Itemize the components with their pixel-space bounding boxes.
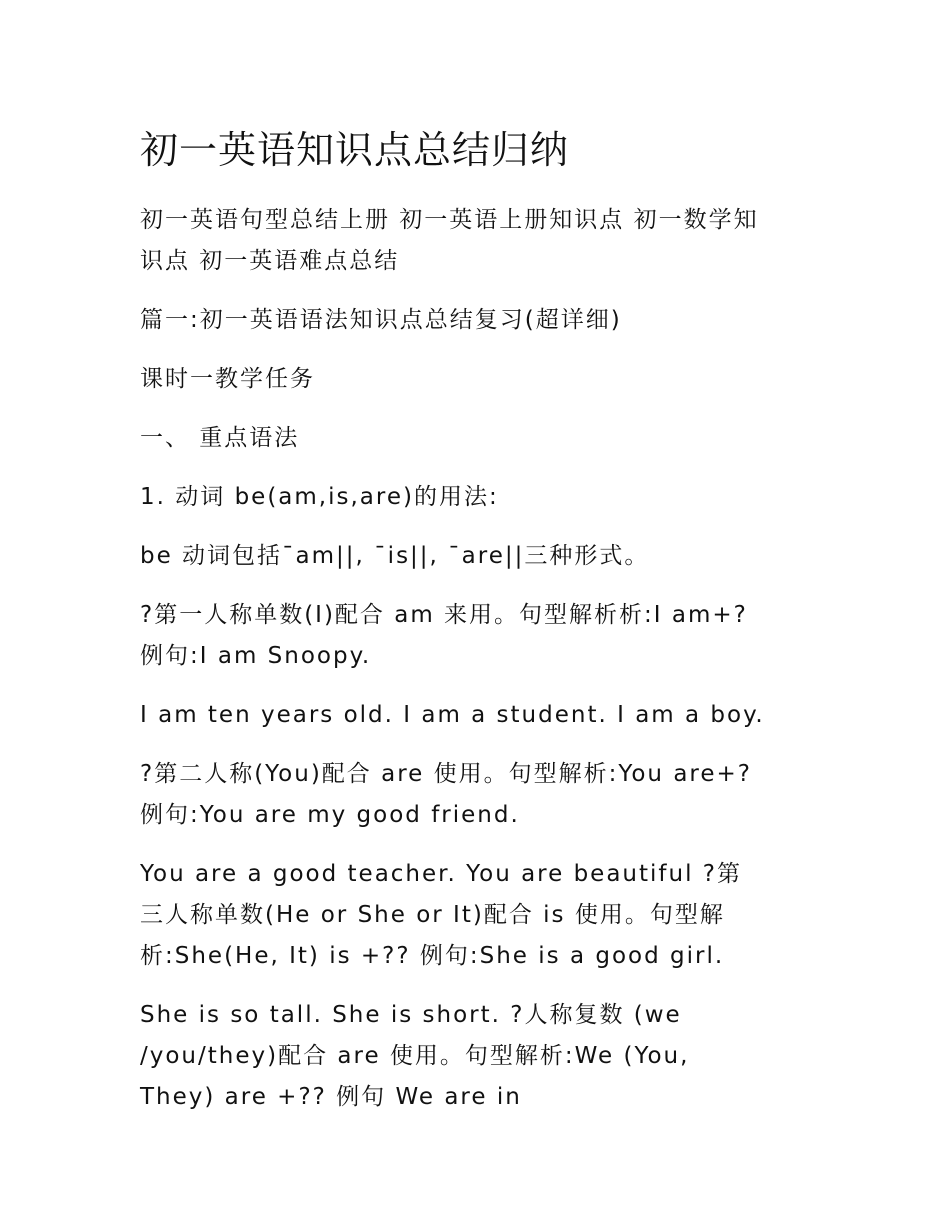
paragraph-be-verb-usage	[140, 477, 830, 518]
paragraph-line: be 动词包括¯am||, ¯is||, ¯are||三种形式。	[140, 543, 650, 569]
paragraph-plural-person	[140, 995, 830, 1118]
paragraph-first-person	[140, 595, 830, 677]
paragraph-line: 篇一:初一英语语法知识点总结复习(超详细)	[140, 307, 622, 333]
paragraph-first-person-examples	[140, 695, 830, 736]
paragraph-line: 例句:I am Snoopy.	[140, 643, 372, 669]
paragraph-line: 例句:You are my good friend.	[140, 802, 520, 828]
paragraph-line: /you/they)配合 are 使用。句型解析:We (You,	[140, 1043, 690, 1069]
paragraph-third-person	[140, 854, 830, 977]
paragraph-related-topics	[140, 200, 830, 282]
paragraph-line: ?第二人称(You)配合 are 使用。句型解析:You are+?	[140, 761, 752, 787]
paragraph-line: 三人称单数(He or She or It)配合 is 使用。句型解	[140, 902, 725, 928]
paragraph-line: ?第一人称单数(I)配合 am 来用。句型解析析:I am+?	[140, 602, 748, 628]
paragraph-line: 初一英语句型总结上册 初一英语上册知识点 初一数学知	[140, 207, 759, 233]
paragraph-second-person	[140, 754, 830, 836]
document-page	[140, 118, 830, 1136]
document-title: 初一英语知识点总结归纳	[140, 128, 570, 172]
paragraph-be-forms	[140, 536, 830, 577]
paragraph-line: They) are +?? 例句 We are in	[140, 1084, 522, 1110]
paragraph-line: 识点 初一英语难点总结	[140, 248, 400, 274]
paragraph-line: I am ten years old. I am a student. I am a boy.	[140, 702, 765, 728]
paragraph-line: She is so tall. She is short. ?人称复数 (we	[140, 1002, 682, 1028]
paragraph-line: 一、 重点语法	[140, 425, 300, 451]
paragraph-lesson-task	[140, 359, 830, 400]
paragraph-line: 析:She(He, It) is +?? 例句:She is a good girl.	[140, 943, 725, 969]
paragraph-line: 1. 动词 be(am,is,are)的用法:	[140, 484, 499, 510]
paragraph-section-heading	[140, 418, 830, 459]
paragraph-line: You are a good teacher. You are beautiful ?第	[140, 861, 742, 887]
paragraph-article-heading	[140, 300, 830, 341]
paragraph-line: 课时一教学任务	[140, 366, 315, 392]
